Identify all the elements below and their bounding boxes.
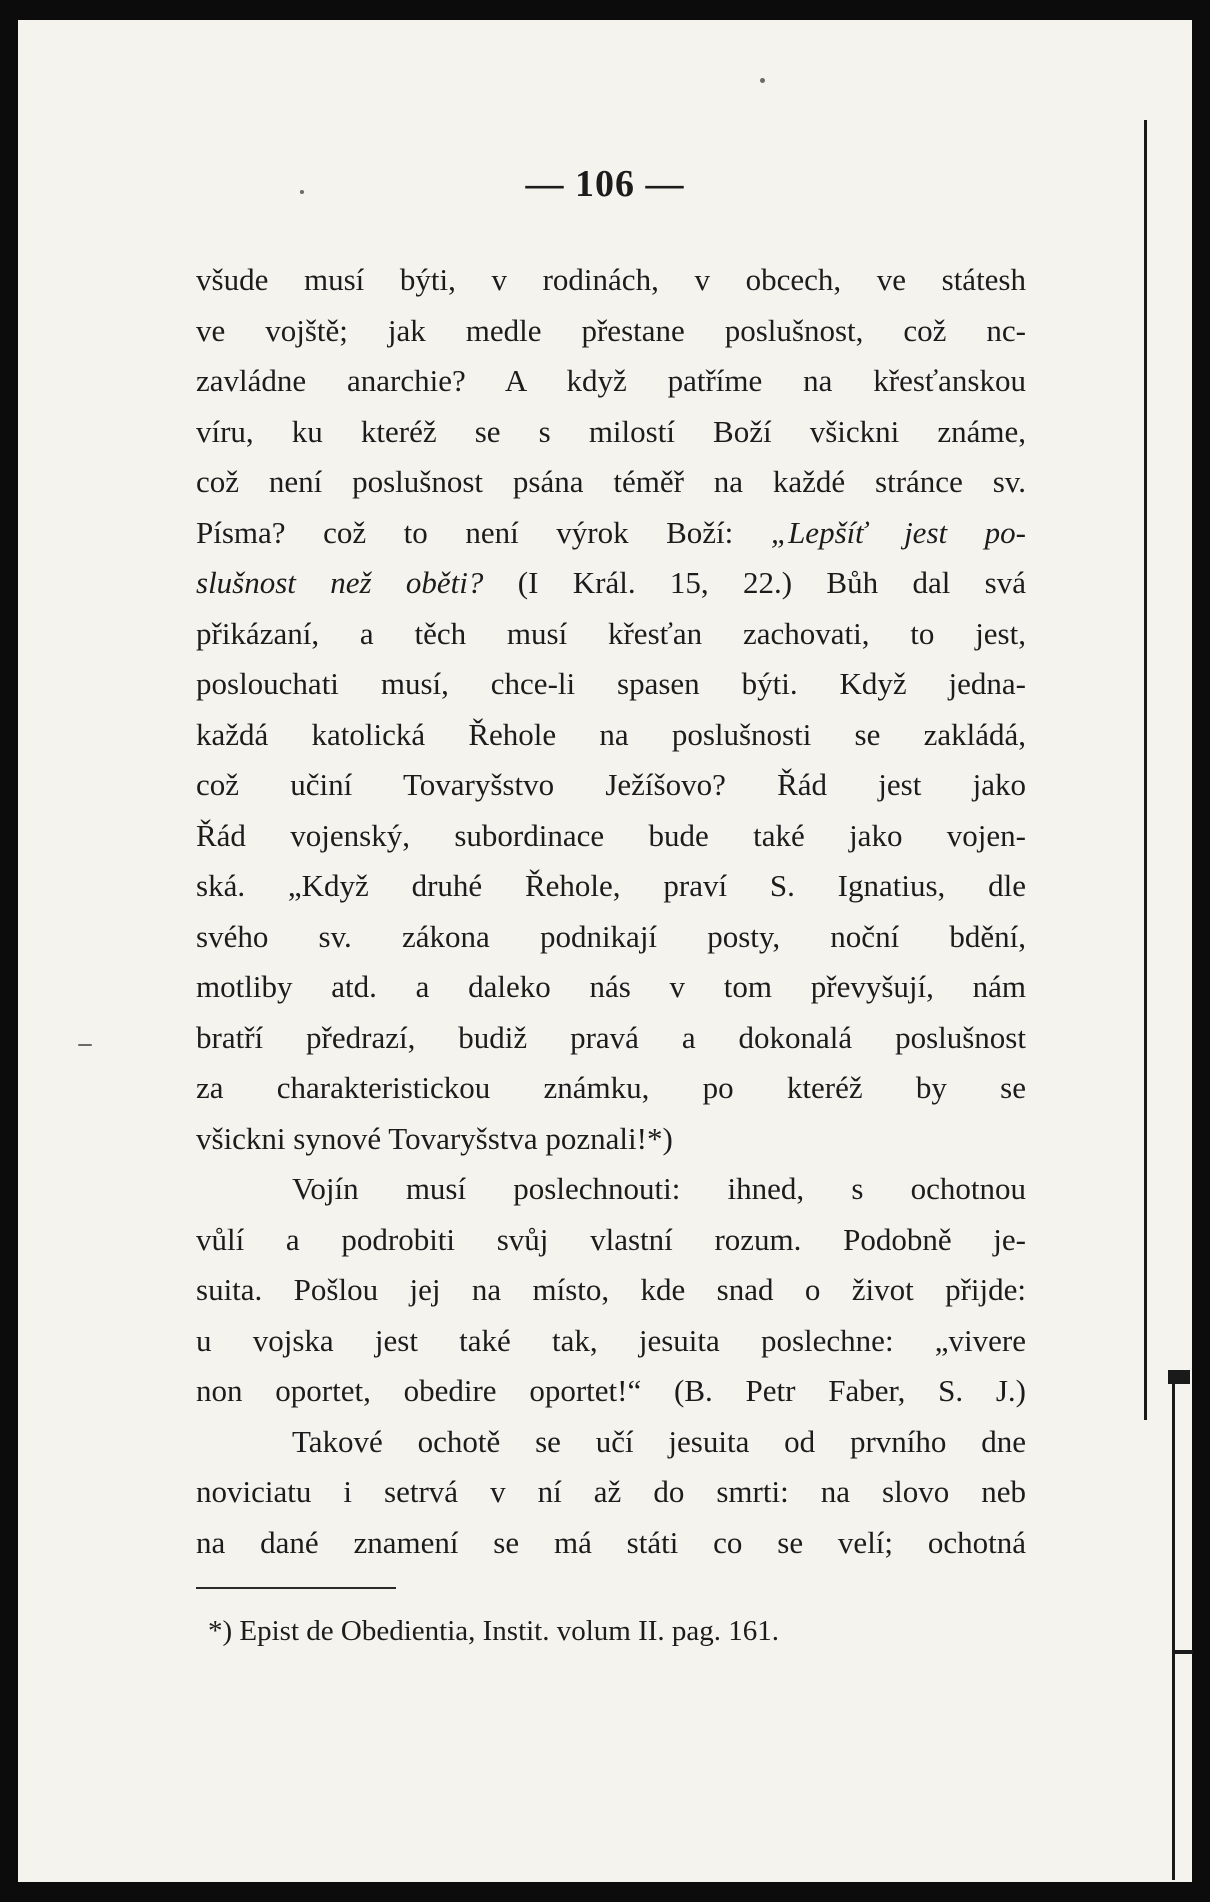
adjacent-page-edge: [1148, 20, 1192, 1882]
text-run: (I Král. 15, 22.) Bůh dal svá: [483, 565, 1026, 600]
text-line: vůlí a podrobiti svůj vlastní rozum. Podobně je-: [196, 1221, 1026, 1257]
text-line: ská. „Když druhé Řehole, praví S. Ignatius, dle: [196, 868, 1026, 903]
text-line: noviciatu i setrvá v ní až do smrti: na slovo neb: [196, 1474, 1026, 1509]
edge-mark-lower: [1175, 1650, 1193, 1654]
text-line: suita. Pošlou jej na místo, kde snad o život přijde:: [196, 1272, 1026, 1307]
text-line: [196, 558, 1026, 609]
page-number: — 106 —: [525, 163, 685, 205]
text-line: svého sv. zákona podnikají posty, noční bdění,: [196, 918, 1026, 954]
text-line: Takové ochotě se učí jesuita od prvního dne: [292, 1423, 1026, 1459]
text-line: Vojín musí poslechnouti: ihned, s ochotnou: [292, 1171, 1026, 1206]
text-run: Písma? což to není výrok Boží:: [196, 514, 771, 550]
text-line: [196, 508, 1026, 559]
text-line: všude musí býti, v rodinách, v obcech, ve státesh: [196, 262, 1026, 297]
adjacent-page-edge-shadow: [1172, 1380, 1175, 1880]
paper-speck: [760, 78, 765, 83]
text-line: non oportet, obedire oportet!“ (B. Petr Faber, S. J.): [196, 1373, 1026, 1408]
text-line: Řád vojenský, subordinace bude také jako vojen-: [196, 817, 1026, 853]
footnote-rule: [196, 1587, 396, 1589]
body-text: [196, 255, 1026, 1568]
footnote: *) Epist de Obedientia, Instit. volum II. pag. 161.: [208, 1615, 780, 1647]
text-line: za charakteristickou známku, po kteréž by se: [196, 1070, 1026, 1105]
text-line: víru, ku kteréž se s milostí Boží všickni známe,: [196, 413, 1026, 449]
text-line: každá katolická Řehole na poslušnosti se zakládá,: [196, 716, 1026, 752]
text-line: u vojska jest také tak, jesuita poslechne: „vivere: [196, 1322, 1026, 1358]
text-line: zavládne anarchie? A když patříme na křesťanskou: [196, 363, 1026, 398]
italic-quote: slušnost než oběti?: [196, 565, 484, 600]
text-line: na dané znamení se má státi co se velí; ochotná: [196, 1524, 1026, 1560]
text-line: což není poslušnost psána téměř na každé stránce sv.: [196, 464, 1026, 499]
text-line: ve vojště; jak medle přestane poslušnost, což nc-: [196, 312, 1026, 348]
italic-quote: „Lepšíť jest po-: [770, 514, 1026, 550]
text-line: motliby atd. a daleko nás v tom převyšují, nám: [196, 969, 1026, 1004]
text-line: bratří předrazí, budiž pravá a dokonalá poslušnost: [196, 1019, 1026, 1055]
text-line: přikázaní, a těch musí křesťan zachovati, to jest,: [196, 615, 1026, 651]
paper-speck: [78, 1044, 92, 1046]
page-edge-shadow: [1144, 120, 1147, 1420]
text-line: což učiní Tovaryšstvo Ježíšovo? Řád jest jako: [196, 767, 1026, 802]
text-line: poslouchati musí, chce-li spasen býti. Když jedna-: [196, 666, 1026, 701]
text-line: všickni synové Tovaryšstva poznali!*): [196, 1120, 673, 1156]
